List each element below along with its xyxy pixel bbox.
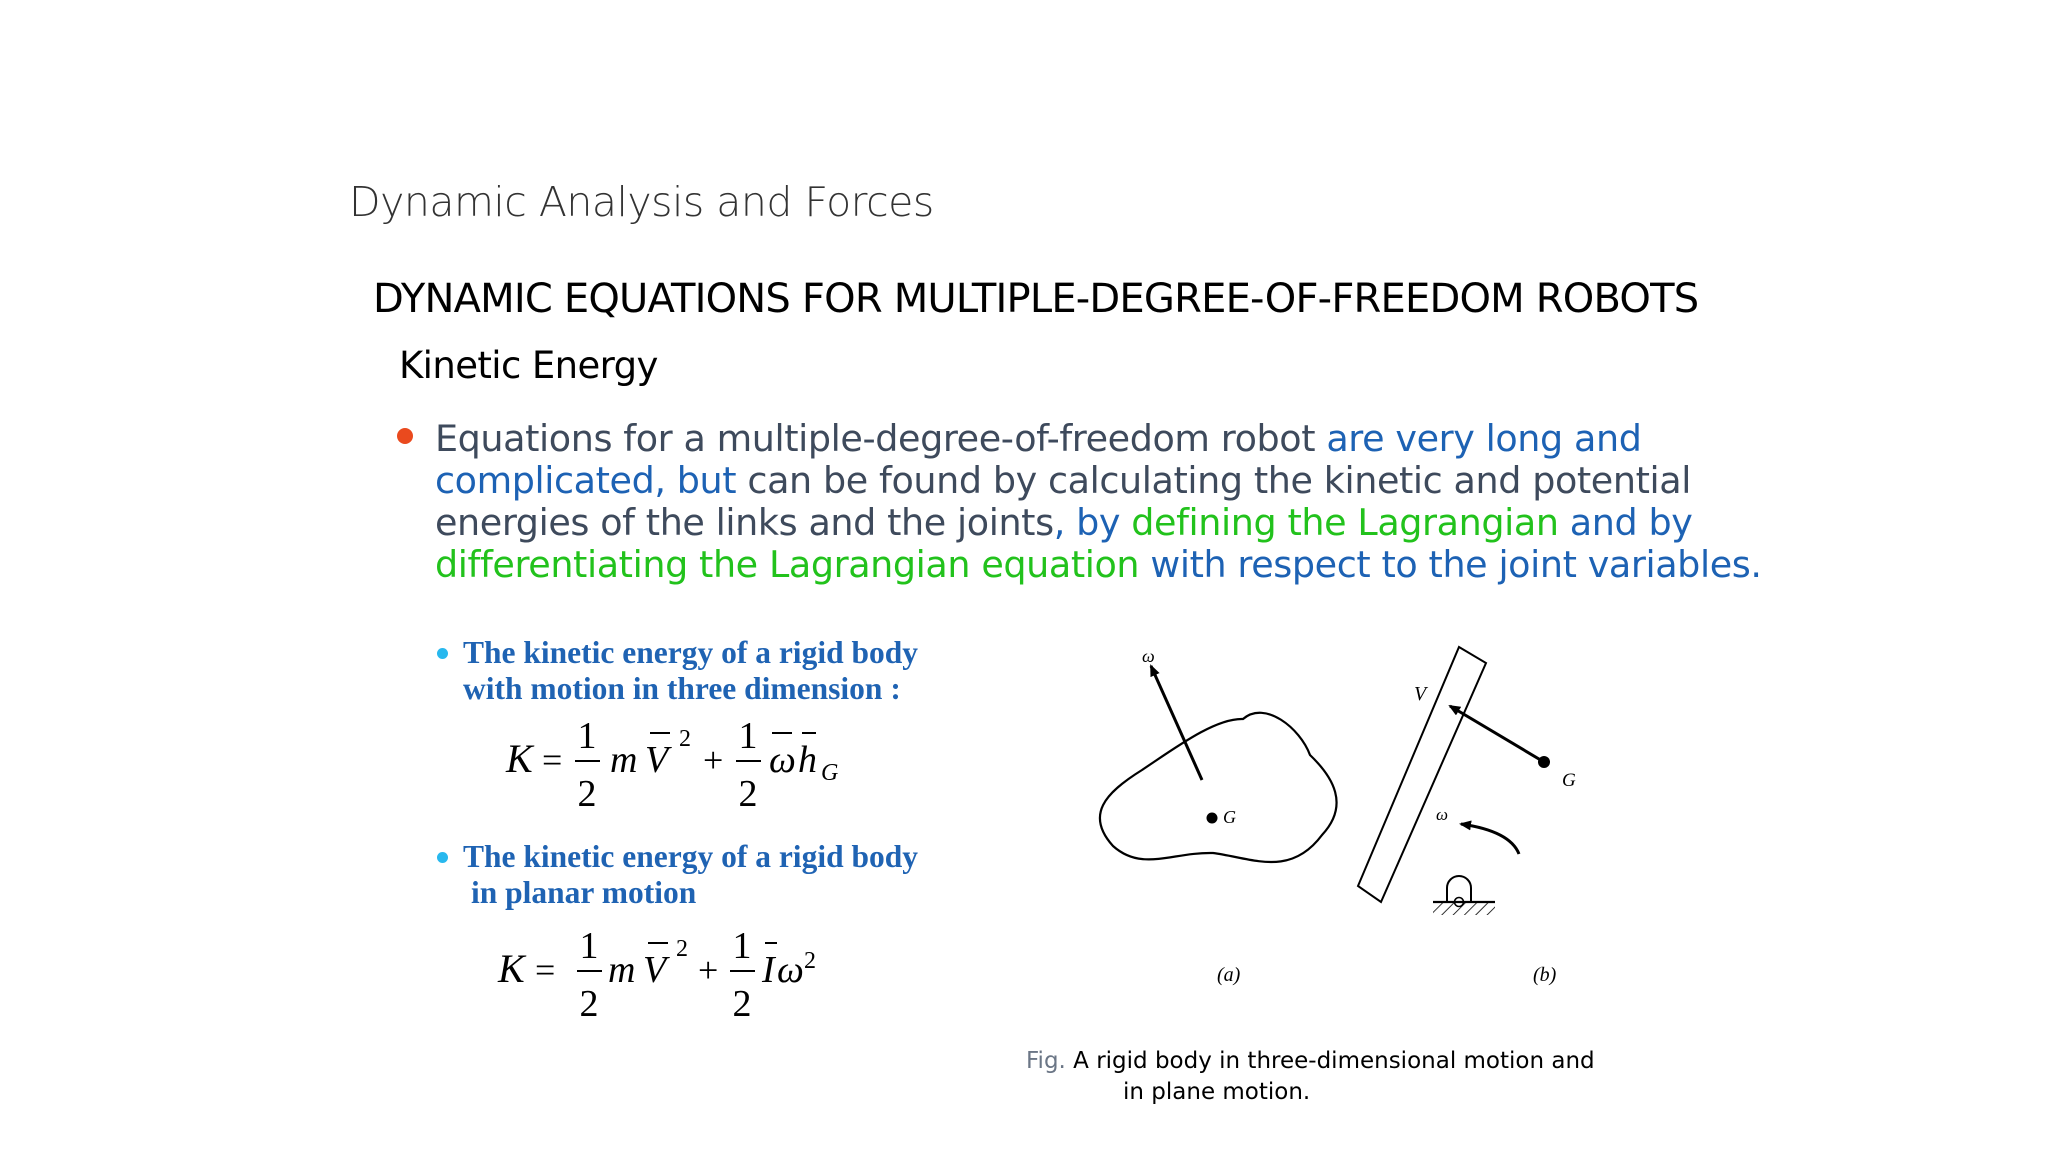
eq-symbol: 1 bbox=[738, 715, 758, 757]
rigid-body-figure bbox=[1080, 620, 1720, 1000]
eq-symbol: 1 bbox=[579, 925, 599, 967]
caption-text: A rigid body in three-dimensional motion and bbox=[1065, 1048, 1595, 1074]
eq-symbol: 1 bbox=[577, 715, 597, 757]
eq-symbol: V bbox=[645, 739, 669, 781]
figure-caption-line-2 bbox=[1123, 1079, 1310, 1105]
omega-label: ω bbox=[1436, 805, 1449, 824]
eq-symbol: 2 bbox=[732, 983, 752, 1025]
eq-symbol: 1 bbox=[732, 925, 752, 967]
figure-caption-line-1 bbox=[1026, 1048, 1595, 1074]
bullet-text: energies of the links and the joints bbox=[435, 501, 1054, 544]
sub-bullet-text: in planar motion bbox=[471, 875, 697, 910]
eq-symbol: m bbox=[608, 949, 636, 991]
center-of-mass-dot bbox=[1207, 813, 1218, 824]
bullet-text-highlight: and by bbox=[1558, 501, 1693, 544]
sub-bullet-text: The kinetic energy of a rigid body bbox=[463, 635, 918, 670]
figure-b bbox=[1358, 647, 1576, 986]
eq-symbol: 2 bbox=[804, 948, 816, 974]
eq-symbol: + bbox=[698, 950, 719, 990]
eq-symbol: 2 bbox=[679, 726, 691, 752]
eq-symbol: h bbox=[798, 739, 817, 781]
bullet-text-highlight: complicated, but bbox=[435, 459, 748, 502]
eq-symbol: m bbox=[610, 739, 638, 781]
caption-fig-label: Fig. bbox=[1026, 1048, 1066, 1074]
bullet-text: can be found by calculating the kinetic and potential bbox=[747, 459, 1691, 502]
omega-label: ω bbox=[1142, 646, 1155, 666]
eq-symbol: ω bbox=[769, 739, 796, 781]
eq-symbol: K bbox=[506, 736, 533, 781]
figure-a bbox=[1100, 646, 1337, 986]
eq-symbol: 2 bbox=[577, 773, 597, 815]
eq-symbol: G bbox=[821, 760, 839, 786]
bullet-text-highlight: are very long and bbox=[1326, 417, 1642, 460]
caption-text: in plane motion. bbox=[1123, 1079, 1311, 1105]
eq-symbol: K bbox=[498, 946, 525, 991]
eq-symbol: I bbox=[762, 949, 775, 991]
rigid-body-outline bbox=[1100, 713, 1337, 862]
subsection-heading: Kinetic Energy bbox=[399, 344, 658, 387]
section-heading: DYNAMIC EQUATIONS FOR MULTIPLE-DEGREE-OF-FREEDOM ROBOTS bbox=[373, 276, 1699, 322]
eq-symbol: V bbox=[643, 949, 667, 991]
figure-b-label: (b) bbox=[1533, 964, 1557, 986]
velocity-arrow bbox=[1450, 706, 1544, 762]
eq-symbol: = bbox=[542, 740, 563, 780]
sub-bullet-dot-icon bbox=[437, 852, 448, 863]
bullet-text-highlight: , by bbox=[1053, 501, 1132, 544]
sub-bullet-dot-icon bbox=[437, 648, 448, 659]
bullet-line-1 bbox=[435, 418, 1642, 460]
sub-bullet-planar bbox=[437, 838, 997, 918]
angular-velocity-arrow bbox=[1461, 824, 1519, 854]
sub-bullet-text: with motion in three dimension : bbox=[463, 671, 901, 706]
bullet-line-2 bbox=[435, 460, 1691, 502]
bullet-text: Equations for a multiple-degree-of-freedom robot bbox=[435, 417, 1327, 460]
equation-planar bbox=[484, 910, 844, 1040]
eq-symbol: 2 bbox=[738, 773, 758, 815]
g-label: G bbox=[1562, 770, 1576, 791]
bullet-text-green: differentiating the Lagrangian equation bbox=[435, 543, 1140, 586]
bullet-line-4 bbox=[435, 544, 1762, 586]
eq-symbol: ω bbox=[777, 949, 804, 991]
eq-symbol: + bbox=[703, 740, 724, 780]
v-label: V bbox=[1414, 683, 1427, 705]
center-of-mass-dot bbox=[1538, 756, 1550, 768]
bullet-text-green: defining the Lagrangian bbox=[1131, 501, 1559, 544]
figure-a-label: (a) bbox=[1217, 964, 1241, 986]
slide-title: Dynamic Analysis and Forces bbox=[349, 178, 934, 226]
g-label: G bbox=[1223, 807, 1236, 827]
bullet-dot-icon bbox=[397, 428, 413, 444]
angular-velocity-arrow bbox=[1151, 666, 1202, 780]
eq-symbol: 2 bbox=[676, 936, 688, 962]
bullet-text-highlight: with respect to the joint variables. bbox=[1139, 543, 1762, 586]
ground-hatch bbox=[1433, 903, 1495, 915]
sub-bullet-text: The kinetic energy of a rigid body bbox=[463, 839, 918, 874]
equation-3d bbox=[490, 700, 870, 830]
eq-symbol: 2 bbox=[579, 983, 599, 1025]
eq-symbol: = bbox=[535, 950, 556, 990]
bullet-line-3 bbox=[435, 502, 1692, 544]
